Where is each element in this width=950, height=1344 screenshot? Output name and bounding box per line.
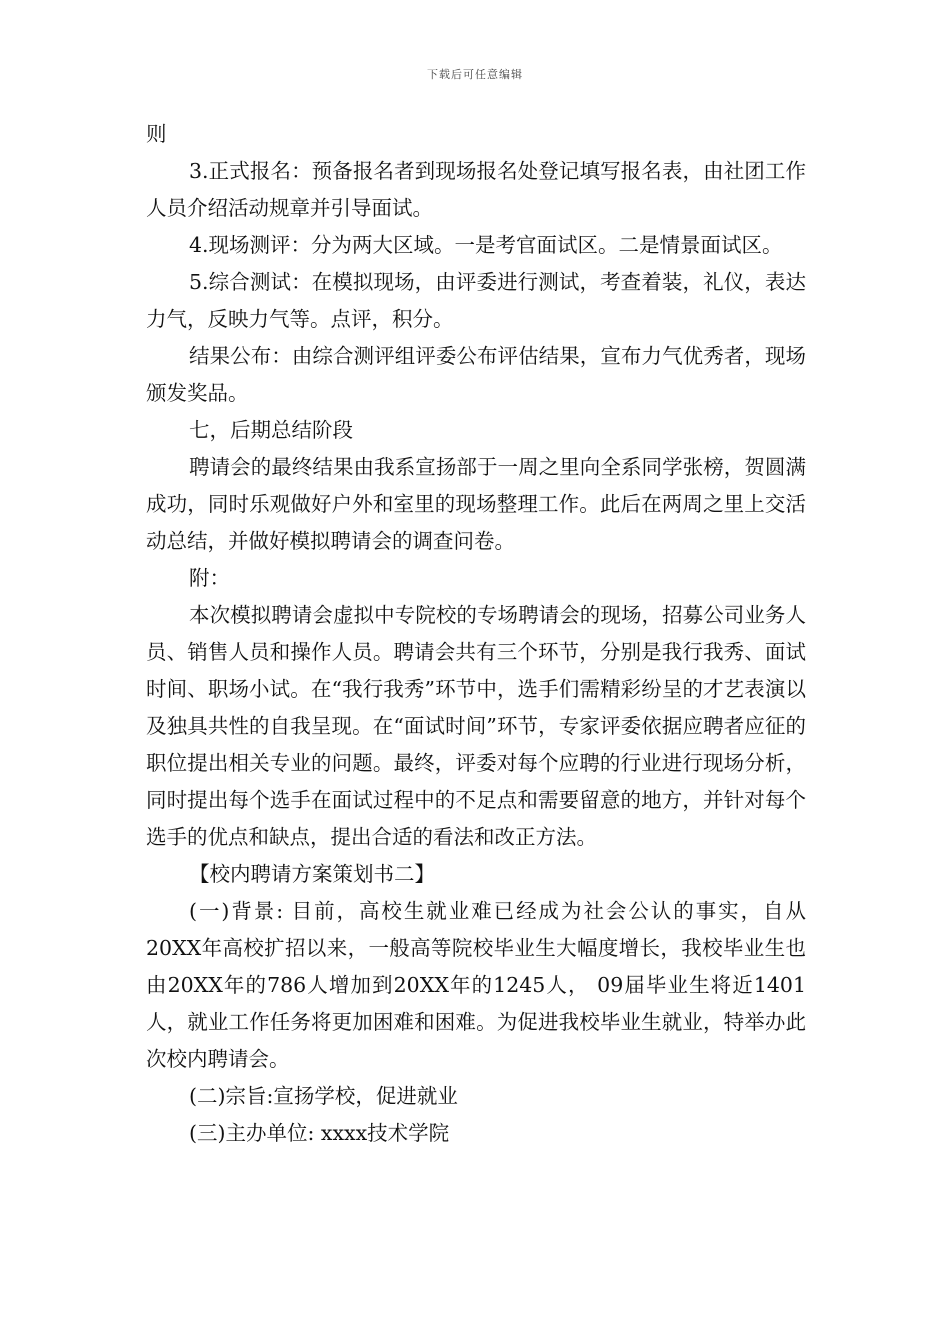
paragraph: 5.综合测试：在模拟现场，由评委进行测试，考查着装，礼仪，表达力气，反映力气等。点评，积分。 — [146, 270, 806, 331]
page-header: 下载后可任意编辑 — [427, 68, 523, 81]
paragraph: (一)背景: 目前，高校生就业难已经成为社会公认的事实，自从20XX年高校扩招以来，一般高等院校毕业生大幅度增长，我校毕业生也由20XX年的786人增加到20XX年的1245人， 09届毕业生将近1401人，就业工作任务将更加困难和困难。为促进我校毕业生就业，特举办此次校内聘请会。 — [146, 899, 806, 1071]
paragraph: (三)主办单位: xxxx技术学院 — [189, 1121, 450, 1145]
paragraph: 聘请会的最终结果由我系宣扬部于一周之里向全系同学张榜，贺圆满成功，同时乐观做好户外和室里的现场整理工作。此后在两周之里上交活动总结，并做好模拟聘请会的调查问卷。 — [146, 455, 806, 553]
appendix-label: 附： — [189, 566, 230, 590]
paragraph: 4.现场测评：分为两大区域。一是考官面试区。二是情景面试区。 — [189, 233, 783, 257]
paragraph: 则 — [146, 122, 167, 146]
document-body — [146, 116, 806, 1152]
paragraph: 结果公布：由综合测评组评委公布评估结果，宣布力气优秀者，现场颁发奖品。 — [146, 344, 806, 405]
section-title: 【校内聘请方案策划书二】 — [189, 862, 435, 886]
paragraph: 3.正式报名：预备报名者到现场报名处登记填写报名表，由社团工作人员介绍活动规章并引导面试。 — [146, 159, 806, 220]
paragraph: 本次模拟聘请会虚拟中专院校的专场聘请会的现场，招募公司业务人员、销售人员和操作人员。聘请会共有三个环节，分别是我行我秀、面试时间、职场小试。在“我行我秀”环节中，选手们需精彩纷呈的才艺表演以及独具共性的自我呈现。在“面试时间”环节，专家评委依据应聘者应征的职位提出相关专业的问题。最终，评委对每个应聘的行业进行现场分析，同时提出每个选手在面试过程中的不足点和需要留意的地方，并针对每个选手的优点和缺点，提出合适的看法和改正方法。 — [146, 603, 806, 849]
paragraph: (二)宗旨:宣扬学校，促进就业 — [189, 1084, 458, 1108]
section-heading: 七，后期总结阶段 — [189, 418, 353, 442]
